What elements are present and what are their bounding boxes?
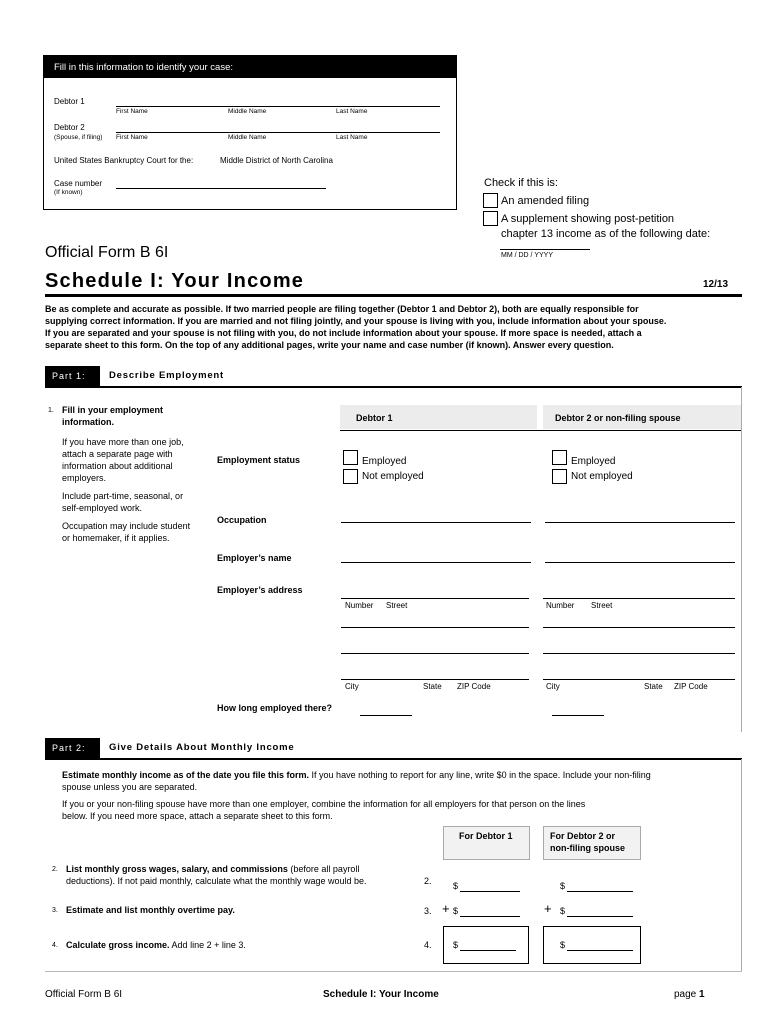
line4-ref: 4. <box>424 940 432 950</box>
line2-debtor1-amount-field[interactable] <box>460 891 520 892</box>
q1-note: Occupation may include student <box>62 521 191 531</box>
court-value: Middle District of North Carolina <box>220 156 333 165</box>
columns-header-rule <box>340 430 741 431</box>
case-number-label: Case number <box>54 179 103 188</box>
footer-page <box>674 989 705 1000</box>
part1-title: Describe Employment <box>109 370 224 381</box>
employer-address-label: Employer’s address <box>217 585 303 595</box>
line2-rest: (before all payroll <box>287 864 360 874</box>
debtor1-column-header-text: Debtor 1 <box>356 413 393 423</box>
debtor2-address-line3-field[interactable] <box>543 653 735 654</box>
line2-debtor2-amount-field[interactable] <box>567 891 633 892</box>
part1-right-border <box>741 387 742 732</box>
part2-intro-line1 <box>62 769 742 781</box>
line4-debtor1-amount-field[interactable] <box>460 950 516 951</box>
instructions-line: Be as complete and accurate as possible. If two married people are filing together (Debtor 1 and Debtor 2), both are equally responsible for <box>45 304 639 314</box>
debtor1-address-line3-field[interactable] <box>341 653 529 654</box>
part2-rule <box>45 758 742 760</box>
line2-bold: List monthly gross wages, salary, and commissions <box>66 864 288 874</box>
debtor2-column-header-text: Debtor 2 or non-filing spouse <box>555 413 681 423</box>
line3-debtor1-dollar: $ <box>453 906 459 916</box>
debtor1-employed-label: Employed <box>362 456 407 467</box>
line4-debtor2-total-box[interactable] <box>543 926 641 964</box>
debtor2-employed-label: Employed <box>571 456 616 467</box>
debtor2-city-state-zip-field[interactable] <box>543 679 735 680</box>
supplement-checkbox[interactable] <box>483 211 498 226</box>
line2-debtor1-dollar: $ <box>453 881 459 891</box>
line2-line2: deductions). If not paid monthly, calculate what the monthly wage would be. <box>66 876 367 886</box>
line3-ref: 3. <box>424 906 432 916</box>
official-form-label: Official Form B 6I <box>45 244 169 261</box>
line3-debtor2-plus: + <box>544 901 552 916</box>
debtor1-state-caption: State <box>423 682 442 691</box>
occupation-label: Occupation <box>217 515 267 525</box>
debtor2-employer-name-field[interactable] <box>545 562 735 563</box>
q1-note: information about additional <box>62 461 173 471</box>
employment-status-label: Employment status <box>217 455 301 465</box>
line4-bold: Calculate gross income. <box>66 940 170 950</box>
debtor1-city-state-zip-field[interactable] <box>341 679 529 680</box>
line2-text <box>66 863 367 887</box>
supplement-date-field[interactable] <box>500 249 590 250</box>
debtor1-employed-checkbox[interactable] <box>343 450 358 465</box>
debtor1-name-field[interactable] <box>116 106 440 107</box>
q1-notes <box>62 436 190 544</box>
footer-page-number: 1 <box>699 989 705 1000</box>
debtor1-not-employed-label: Not employed <box>362 471 424 482</box>
q1-note: attach a separate page with <box>62 449 173 459</box>
line3-debtor2-dollar: $ <box>560 906 566 916</box>
debtor1-label: Debtor 1 <box>54 97 85 106</box>
q1-note: employers. <box>62 473 107 483</box>
q1-number: 1. <box>48 407 54 414</box>
amended-filing-checkbox[interactable] <box>483 193 498 208</box>
case-number-field[interactable] <box>116 188 326 189</box>
for-debtor1-header-text: For Debtor 1 <box>459 831 513 841</box>
line4-debtor2-dollar: $ <box>560 940 566 950</box>
footer-form-name: Official Form B 6I <box>45 989 123 1000</box>
q1-note: Include part-time, seasonal, or <box>62 491 184 501</box>
line3-text: Estimate and list monthly overtime pay. <box>66 905 235 915</box>
line3-debtor1-plus: + <box>442 901 450 916</box>
debtor2-city-caption: City <box>546 682 560 691</box>
debtor2-street-caption: Street <box>591 601 613 610</box>
instructions-line: If you are separated and your spouse is not filing with you, do not include information about your spouse. If more space is needed, attach a <box>45 328 642 338</box>
line3-debtor2-amount-field[interactable] <box>567 916 633 917</box>
for-debtor2-header-text-line2: non-filing spouse <box>550 843 625 853</box>
debtor1-employer-name-field[interactable] <box>341 562 531 563</box>
part2-intro-rest: If you have nothing to report for any line, write $0 in the space. Include your non-filing <box>309 770 651 780</box>
part1-label-text: Part 1: <box>52 371 86 381</box>
part2-bottom-rule <box>45 971 742 972</box>
debtor1-zip-caption: ZIP Code <box>457 682 491 691</box>
part1-label <box>45 366 100 386</box>
debtor1-number-caption: Number <box>345 601 374 610</box>
debtor1-address-line2-field[interactable] <box>341 627 529 628</box>
part2-intro-line3: If you or your non-filing spouse have more than one employer, combine the information for all employers for that person on the lines <box>62 799 586 809</box>
debtor2-number-caption: Number <box>546 601 575 610</box>
instructions-line: separate sheet to this form. On the top of any additional pages, write your name and case number (if known). Answer every question. <box>45 340 614 350</box>
for-debtor2-header-text-line1: For Debtor 2 or <box>550 831 616 841</box>
debtor1-occupation-field[interactable] <box>341 522 531 523</box>
debtor2-not-employed-label: Not employed <box>571 471 633 482</box>
part2-intro-bold: Estimate monthly income as of the date you file this form. <box>62 770 310 780</box>
debtor1-first-name-caption: First Name <box>116 108 148 115</box>
title-rule <box>45 294 742 297</box>
debtor2-last-name-caption: Last Name <box>336 134 368 141</box>
debtor1-not-employed-checkbox[interactable] <box>343 469 358 484</box>
debtor2-sub-label: (Spouse, if filing) <box>54 134 103 141</box>
line2-number: 2. <box>52 866 58 873</box>
part2-intro <box>62 769 742 822</box>
debtor2-occupation-field[interactable] <box>545 522 735 523</box>
instructions <box>45 303 745 351</box>
debtor2-not-employed-checkbox[interactable] <box>552 469 567 484</box>
debtor1-city-caption: City <box>345 682 359 691</box>
court-label: United States Bankruptcy Court for the: <box>54 156 194 165</box>
debtor2-name-field[interactable] <box>116 132 440 133</box>
case-info-box <box>43 55 457 210</box>
case-info-header-text: Fill in this information to identify your case: <box>54 62 233 73</box>
debtor1-address-street-field[interactable] <box>341 598 529 599</box>
debtor2-label: Debtor 2 <box>54 123 85 132</box>
part2-label-text: Part 2: <box>52 743 86 753</box>
instructions-line: supplying correct information. If you are married and not filing jointly, and your spouse is living with you, include information about your spouse. <box>45 316 667 326</box>
line2-debtor2-dollar: $ <box>560 881 566 891</box>
page-title: Schedule I: Your Income <box>45 270 305 292</box>
amended-filing-label: An amended filing <box>501 195 590 207</box>
line2-ref: 2. <box>424 876 432 886</box>
debtor2-zip-caption: ZIP Code <box>674 682 708 691</box>
q1-title-line1: Fill in your employment <box>62 405 164 415</box>
line4-number: 4. <box>52 942 58 949</box>
line4-debtor2-amount-field[interactable] <box>567 950 633 951</box>
line4-text <box>66 940 246 950</box>
supplement-label-line2: chapter 13 income as of the following date: <box>501 228 711 240</box>
debtor2-middle-name-caption: Middle Name <box>228 134 267 141</box>
line3-number: 3. <box>52 907 58 914</box>
q1-note: self-employed work. <box>62 503 143 513</box>
footer-page-label: page <box>674 989 697 1000</box>
line4-debtor1-dollar: $ <box>453 940 459 950</box>
footer-title: Schedule I: Your Income <box>323 989 439 1000</box>
part2-title: Give Details About Monthly Income <box>109 742 295 753</box>
supplement-label-line1: A supplement showing post-petition <box>501 213 675 225</box>
debtor2-how-long-field[interactable] <box>552 715 604 716</box>
part1-rule <box>45 386 742 388</box>
employer-name-label: Employer’s name <box>217 553 292 563</box>
part2-label <box>45 738 100 758</box>
part2-intro-line2: spouse unless you are separated. <box>62 782 198 792</box>
check-if-title: Check if this is: <box>484 177 558 189</box>
debtor2-address-line2-field[interactable] <box>543 627 735 628</box>
part2-intro-line4: below. If you need more space, attach a separate sheet to this form. <box>62 811 333 821</box>
case-number-sub-label: (If known) <box>54 189 83 196</box>
q1-note: or homemaker, if it applies. <box>62 533 170 543</box>
debtor2-address-street-field[interactable] <box>543 598 735 599</box>
how-long-label: How long employed there? <box>217 703 333 713</box>
debtor2-first-name-caption: First Name <box>116 134 148 141</box>
supplement-date-format: MM / DD / YYYY <box>501 252 553 259</box>
debtor1-street-caption: Street <box>386 601 408 610</box>
debtor2-employed-checkbox[interactable] <box>552 450 567 465</box>
q1-note: If you have more than one job, <box>62 437 184 447</box>
debtor2-state-caption: State <box>644 682 663 691</box>
line4-rest: Add line 2 + line 3. <box>169 940 246 950</box>
debtor1-how-long-field[interactable] <box>360 715 412 716</box>
form-date: 12/13 <box>703 279 729 290</box>
line3-debtor1-amount-field[interactable] <box>460 916 520 917</box>
debtor1-last-name-caption: Last Name <box>336 108 368 115</box>
debtor1-middle-name-caption: Middle Name <box>228 108 267 115</box>
q1-title-line2: information. <box>62 417 114 427</box>
